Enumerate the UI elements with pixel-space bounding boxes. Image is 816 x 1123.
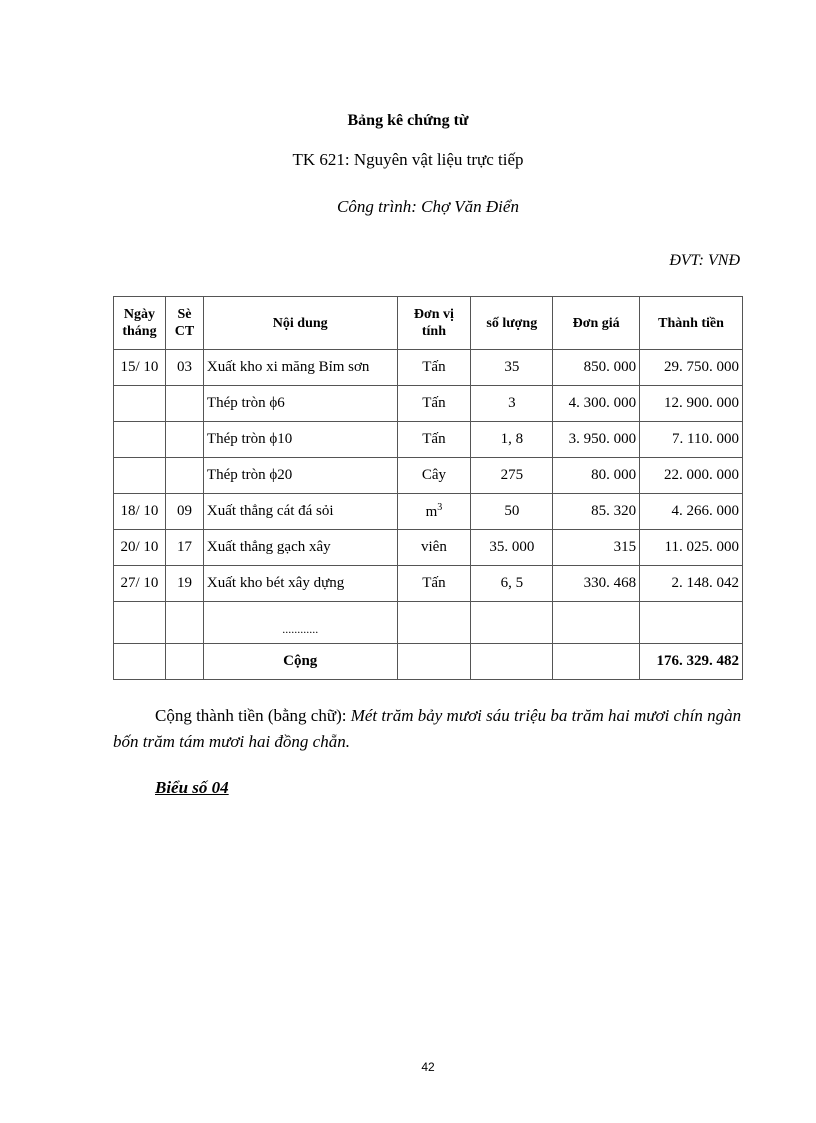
cell-amount: 2. 148. 042: [640, 566, 743, 602]
table-row: [114, 458, 743, 494]
total-label: Cộng: [203, 644, 397, 680]
cell-empty: [471, 644, 553, 680]
cell-amount: 11. 025. 000: [640, 530, 743, 566]
cell-content: Thép tròn ϕ6: [203, 386, 397, 422]
cell-empty: [640, 602, 743, 644]
cell-date: [114, 458, 166, 494]
currency-unit: ĐVT: VNĐ: [669, 252, 740, 269]
amount-in-words: [113, 703, 743, 755]
cell-content: Thép tròn ϕ20: [203, 458, 397, 494]
cell-empty: [114, 602, 166, 644]
cell-voucher-no: 17: [165, 530, 203, 566]
total-amount: 176. 329. 482: [640, 644, 743, 680]
header-date: Ngày tháng: [114, 297, 166, 350]
table-row: [114, 422, 743, 458]
cell-amount: 29. 750. 000: [640, 350, 743, 386]
cell-unit-price: 4. 300. 000: [553, 386, 640, 422]
cell-content: Xuất thẳng gạch xây: [203, 530, 397, 566]
cell-date: 15/ 10: [114, 350, 166, 386]
cell-empty: [471, 602, 553, 644]
table-header-row: [114, 297, 743, 350]
cell-empty: [553, 644, 640, 680]
page-number: 42: [421, 1060, 435, 1074]
voucher-table: [113, 296, 743, 680]
cell-unit: Cây: [397, 458, 471, 494]
cell-quantity: 275: [471, 458, 553, 494]
cell-quantity: 35. 000: [471, 530, 553, 566]
cell-voucher-no: [165, 422, 203, 458]
cell-amount: 7. 110. 000: [640, 422, 743, 458]
cell-unit-price: 850. 000: [553, 350, 640, 386]
cell-quantity: 1, 8: [471, 422, 553, 458]
project-name: Công trình: Chợ Văn Điển: [337, 197, 519, 216]
ellipsis-text: ............: [203, 602, 397, 644]
header-unit: Đơn vị tính: [397, 297, 471, 350]
form-number: Biểu số 04: [155, 778, 229, 797]
cell-content: Thép tròn ϕ10: [203, 422, 397, 458]
cell-quantity: 50: [471, 494, 553, 530]
table-total-row: [114, 644, 743, 680]
cell-content: Xuất kho xi măng Bỉm sơn: [203, 350, 397, 386]
header-unit-price: Đơn giá: [553, 297, 640, 350]
cell-content: Xuất thẳng cát đá sỏi: [203, 494, 397, 530]
table-row: [114, 386, 743, 422]
cell-voucher-no: 03: [165, 350, 203, 386]
cell-date: 18/ 10: [114, 494, 166, 530]
table-row: [114, 350, 743, 386]
account-title: TK 621: Nguyên vật liệu trực tiếp: [292, 150, 524, 169]
cell-voucher-no: [165, 386, 203, 422]
cell-empty: [553, 602, 640, 644]
unit-superscript: 3: [437, 502, 443, 513]
cell-unit: Tấn: [397, 386, 471, 422]
doc-title: Bảng kê chứng từ: [347, 112, 469, 129]
cell-unit: Tấn: [397, 350, 471, 386]
cell-unit: viên: [397, 530, 471, 566]
cell-date: 20/ 10: [114, 530, 166, 566]
cell-amount: 12. 900. 000: [640, 386, 743, 422]
cell-date: [114, 386, 166, 422]
cell-voucher-no: 09: [165, 494, 203, 530]
cell-voucher-no: [165, 458, 203, 494]
header-content: Nội dung: [203, 297, 397, 350]
cell-date: 27/ 10: [114, 566, 166, 602]
cell-unit: Tấn: [397, 422, 471, 458]
cell-unit: [397, 494, 471, 530]
cell-unit-price: 80. 000: [553, 458, 640, 494]
cell-quantity: 6, 5: [471, 566, 553, 602]
cell-unit-price: 315: [553, 530, 640, 566]
cell-empty: [165, 602, 203, 644]
cell-unit-price: 330. 468: [553, 566, 640, 602]
cell-voucher-no: 19: [165, 566, 203, 602]
cell-unit: Tấn: [397, 566, 471, 602]
unit-text: m: [425, 504, 438, 520]
table-row: [114, 530, 743, 566]
cell-content: Xuất kho bét xây dựng: [203, 566, 397, 602]
header-voucher-no: Sè CT: [165, 297, 203, 350]
cell-quantity: 3: [471, 386, 553, 422]
cell-unit-price: 85. 320: [553, 494, 640, 530]
header-amount: Thành tiền: [640, 297, 743, 350]
header-quantity: số lượng: [471, 297, 553, 350]
cell-empty: [165, 644, 203, 680]
cell-quantity: 35: [471, 350, 553, 386]
table-row: [114, 494, 743, 530]
table-row: [114, 566, 743, 602]
cell-amount: 4. 266. 000: [640, 494, 743, 530]
cell-unit-price: 3. 950. 000: [553, 422, 640, 458]
cell-empty: [397, 602, 471, 644]
table-row-ellipsis: [114, 602, 743, 644]
cell-amount: 22. 000. 000: [640, 458, 743, 494]
cell-empty: [397, 644, 471, 680]
amount-in-words-value: Mét trăm bảy mươi sáu triệu ba trăm hai mươi chín ngàn bốn trăm tám mươi hai đồng chẵn.: [113, 706, 742, 751]
cell-empty: [114, 644, 166, 680]
cell-date: [114, 422, 166, 458]
amount-in-words-label: Cộng thành tiền (bằng chữ):: [155, 706, 351, 725]
